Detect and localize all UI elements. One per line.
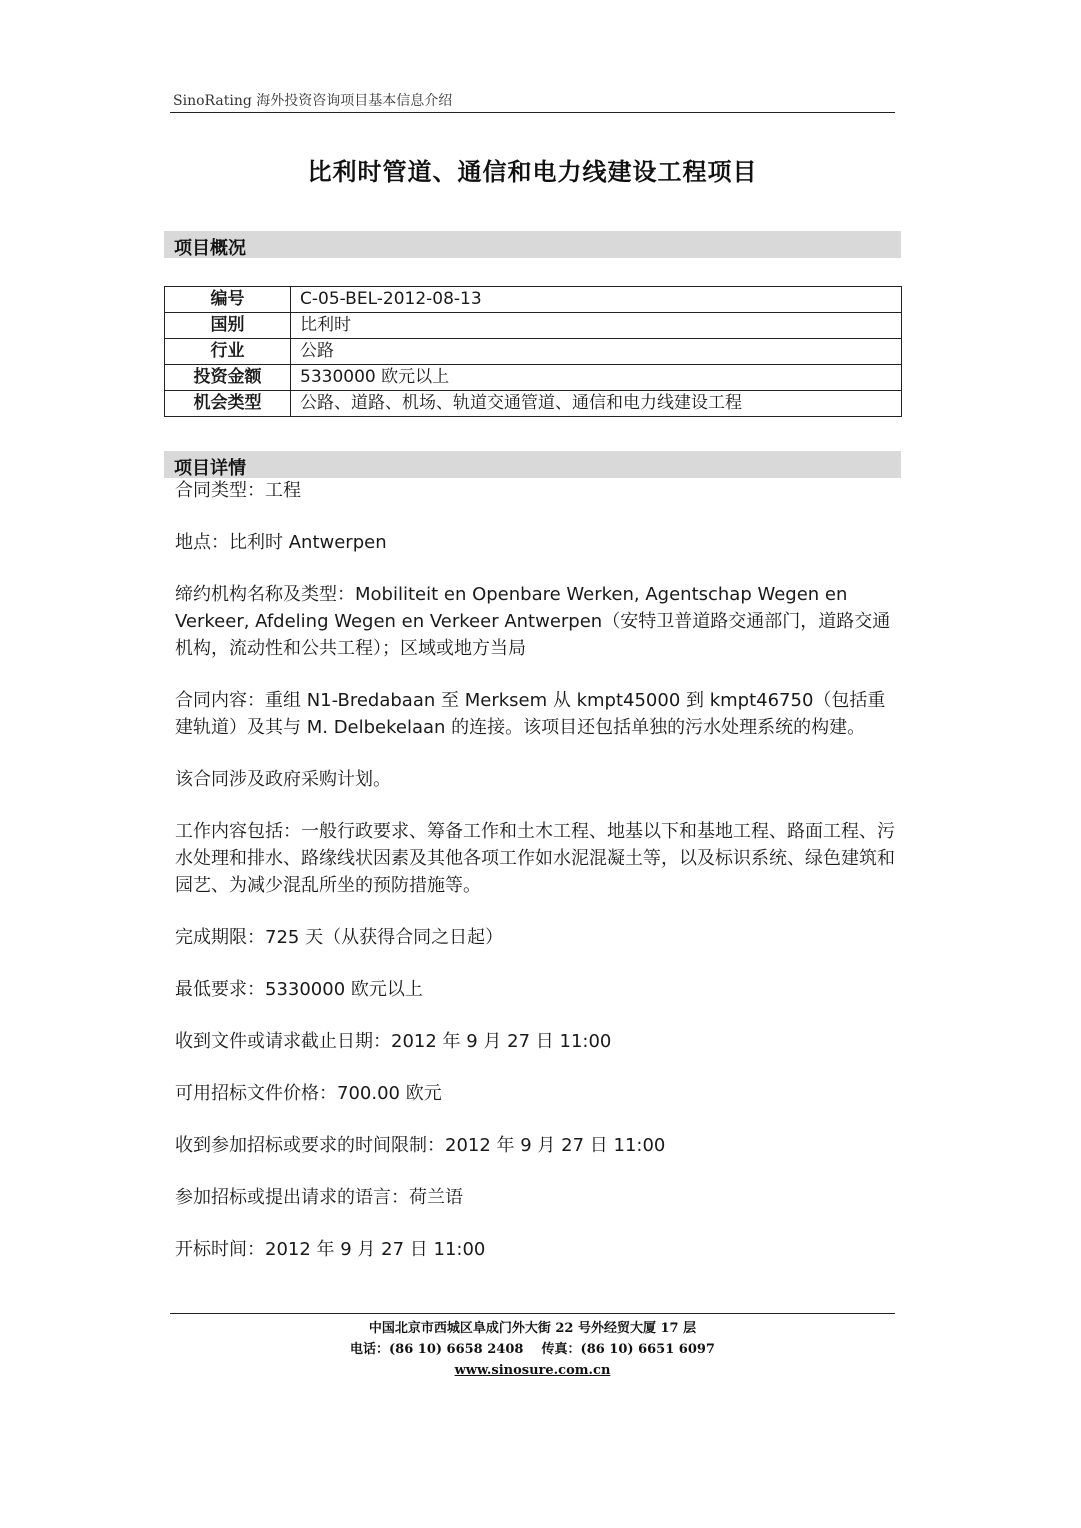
overview-section-bar [164, 231, 901, 258]
details-heading: 项目详情 [174, 458, 246, 479]
footer-rule [170, 1313, 895, 1314]
table-row [165, 287, 902, 313]
table-row [165, 391, 902, 417]
detail-paragraph: 工作内容包括：一般行政要求、筹备工作和土木工程、地基以下和基地工程、路面工程、污水处理和排水、路缘线状因素及其他各项工作如水泥混凝土等，以及标识系统、绿色建筑和园艺、为减少混乱所坐的预防措施等。 [175, 821, 895, 896]
details-body [175, 477, 897, 1288]
row-label: 行业 [165, 339, 291, 365]
detail-paragraph: 可用招标文件价格：700.00 欧元 [175, 1083, 442, 1104]
detail-paragraph: 参加招标或提出请求的语言：荷兰语 [175, 1187, 463, 1208]
detail-paragraph: 缔约机构名称及类型：Mobiliteit en Openbare Werken, Agentschap Wegen en Verkeer, Afdeling Wegen en Verkeer Antwerpen（安特卫普道路交通部门，道路交通机构，流动性和公共工程）；区域或地方当局 [175, 584, 891, 659]
row-value: 比利时 [291, 313, 902, 339]
detail-paragraph: 完成期限：725 天（从获得合同之日起） [175, 927, 504, 948]
detail-paragraph: 地点：比利时 Antwerpen [175, 532, 387, 553]
footer-address: 中国北京市西城区阜成门外大街 22 号外经贸大厦 17 层 [368, 1321, 697, 1336]
table-row [165, 313, 902, 339]
overview-table [164, 286, 902, 417]
table-row [165, 339, 902, 365]
detail-paragraph: 开标时间：2012 年 9 月 27 日 11:00 [175, 1239, 486, 1260]
row-value: 5330000 欧元以上 [291, 365, 902, 391]
document-title: 比利时管道、通信和电力线建设工程项目 [307, 157, 758, 186]
table-row [165, 365, 902, 391]
running-header: SinoRating 海外投资咨询项目基本信息介绍 [173, 93, 453, 109]
row-label: 机会类型 [165, 391, 291, 417]
row-label: 编号 [165, 287, 291, 313]
footer-url[interactable]: www.sinosure.com.cn [454, 1363, 611, 1378]
detail-paragraph: 合同类型：工程 [175, 480, 301, 501]
row-value: 公路 [291, 339, 902, 365]
overview-heading: 项目概况 [174, 238, 246, 259]
row-value: 公路、道路、机场、轨道交通管道、通信和电力线建设工程 [291, 391, 902, 417]
row-value: C-05-BEL-2012-08-13 [291, 287, 902, 313]
detail-paragraph: 合同内容：重组 N1-Bredabaan 至 Merksem 从 kmpt45000 到 kmpt46750（包括重建轨道）及其与 M. Delbekelaan 的连接。该项目还包括单独的污水处理系统的构建。 [175, 690, 886, 738]
header-rule [170, 112, 895, 113]
detail-paragraph: 收到参加招标或要求的时间限制：2012 年 9 月 27 日 11:00 [175, 1135, 666, 1156]
details-section-bar [164, 451, 901, 478]
footer-contact: 电话：(86 10) 6658 2408 传真：(86 10) 6651 6097 [350, 1342, 715, 1357]
row-label: 投资金额 [165, 365, 291, 391]
detail-paragraph: 最低要求：5330000 欧元以上 [175, 979, 423, 1000]
page-footer [170, 1318, 895, 1381]
row-label: 国别 [165, 313, 291, 339]
detail-paragraph: 该合同涉及政府采购计划。 [175, 769, 391, 790]
detail-paragraph: 收到文件或请求截止日期：2012 年 9 月 27 日 11:00 [175, 1031, 612, 1052]
